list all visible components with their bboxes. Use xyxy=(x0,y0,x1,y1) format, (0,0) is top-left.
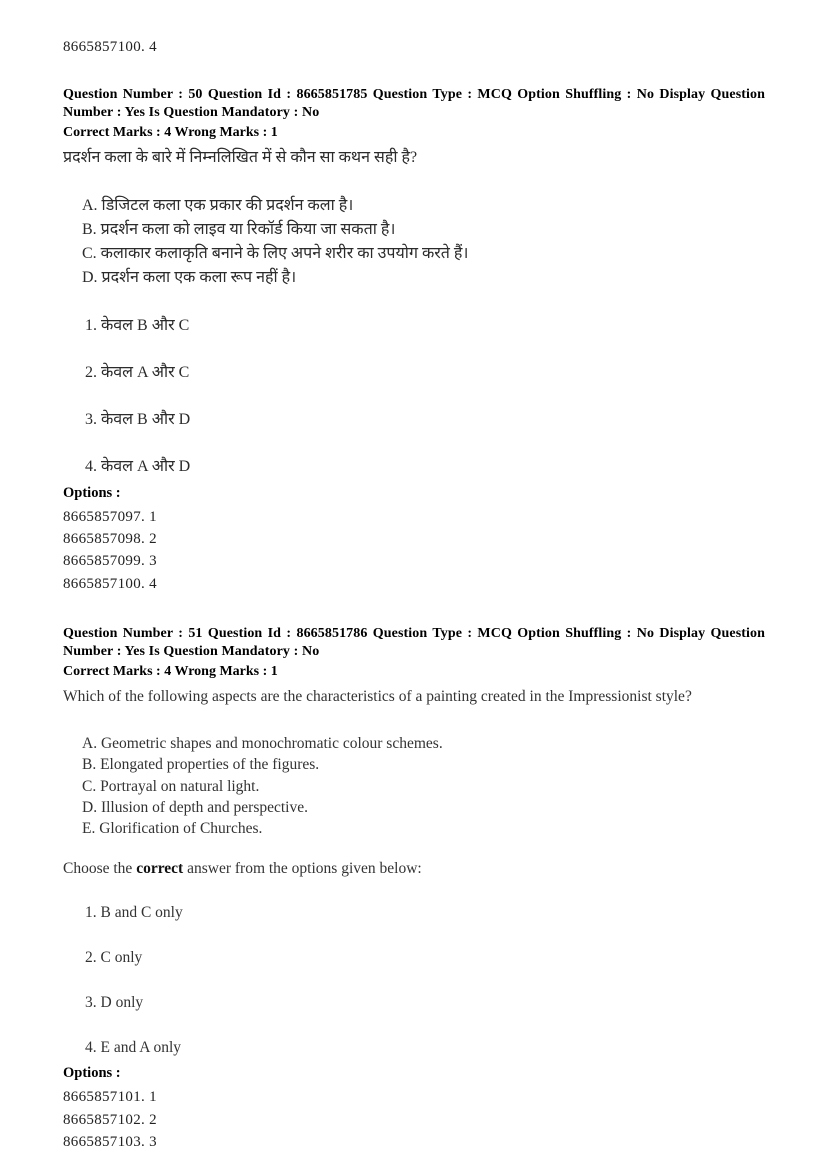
answer-choice-4: 4. E and A only xyxy=(85,1039,182,1057)
option-id-item: 8665857100. 4 xyxy=(63,575,157,592)
question-50-text: प्रदर्शन कला के बारे में निम्नलिखित में से कौन सा कथन सही है? xyxy=(63,149,418,167)
question-51-statements xyxy=(82,733,768,840)
question-51-choices xyxy=(85,903,768,1059)
previous-question-option-id: 8665857100. 4 xyxy=(63,39,157,55)
option-id-item: 8665857098. 2 xyxy=(63,530,157,547)
answer-choice-3: 3. केवल B और D xyxy=(85,410,191,428)
statement-item-a: A. Geometric shapes and monochromatic colour schemes. xyxy=(82,734,443,752)
question-50-option-ids xyxy=(63,506,768,596)
option-id-item: 8665857099. 3 xyxy=(63,553,157,570)
question-51-header: Question Number : 51 Question Id : 8665851786 Question Type : MCQ Option Shuffling : No Display Question Number : Yes Is Question Mandatory : No xyxy=(63,626,765,659)
choose-line-suffix: answer from the options given below: xyxy=(183,859,422,877)
question-50-choices xyxy=(85,316,768,477)
question-51-text: Which of the following aspects are the characteristics of a painting created in the Impressionist style? xyxy=(63,688,692,706)
choose-correct-answer-line xyxy=(63,860,768,878)
answer-choice-1: 1. केवल B और C xyxy=(85,317,190,335)
question-51-option-ids xyxy=(63,1086,768,1153)
statement-item-e: E. Glorification of Churches. xyxy=(82,820,263,838)
choose-line-prefix: Choose the xyxy=(63,859,137,877)
question-50-statements xyxy=(82,194,768,290)
answer-choice-1: 1. B and C only xyxy=(85,903,183,921)
statement-item-c: C. Portrayal on natural light. xyxy=(82,777,260,795)
answer-choice-3: 3. D only xyxy=(85,993,144,1011)
statement-item-d: D. Illusion of depth and perspective. xyxy=(82,798,308,816)
option-id-item: 8665857101. 1 xyxy=(63,1089,157,1106)
choose-line-bold-word: correct xyxy=(136,859,184,877)
answer-choice-2: 2. केवल A और C xyxy=(85,364,190,382)
statement-item-d: D. प्रदर्शन कला एक कला रूप नहीं है। xyxy=(82,269,297,287)
statement-item-b: B. प्रदर्शन कला को लाइव या रिकॉर्ड किया जा सकता है। xyxy=(82,221,396,239)
option-id-item: 8665857103. 3 xyxy=(63,1134,157,1151)
question-50-marks: Correct Marks : 4 Wrong Marks : 1 xyxy=(63,125,278,141)
answer-choice-2: 2. C only xyxy=(85,948,143,966)
answer-choice-4: 4. केवल A और D xyxy=(85,457,191,475)
statement-item-a: A. डिजिटल कला एक प्रकार की प्रदर्शन कला है। xyxy=(82,197,354,215)
question-50-header: Question Number : 50 Question Id : 8665851785 Question Type : MCQ Option Shuffling : No Display Question Number : Yes Is Question Mandatory : No xyxy=(63,87,765,120)
options-label: Options : xyxy=(63,1065,121,1082)
question-51-marks: Correct Marks : 4 Wrong Marks : 1 xyxy=(63,664,278,680)
option-id-item: 8665857102. 2 xyxy=(63,1111,157,1128)
question-50-block xyxy=(63,86,768,595)
question-51-block xyxy=(63,625,768,1153)
options-label: Options : xyxy=(63,484,121,501)
option-id-item: 8665857097. 1 xyxy=(63,508,157,525)
statement-item-c: C. कलाकार कलाकृति बनाने के लिए अपने शरीर का उपयोग करते हैं। xyxy=(82,245,469,263)
statement-item-b: B. Elongated properties of the figures. xyxy=(82,756,320,774)
